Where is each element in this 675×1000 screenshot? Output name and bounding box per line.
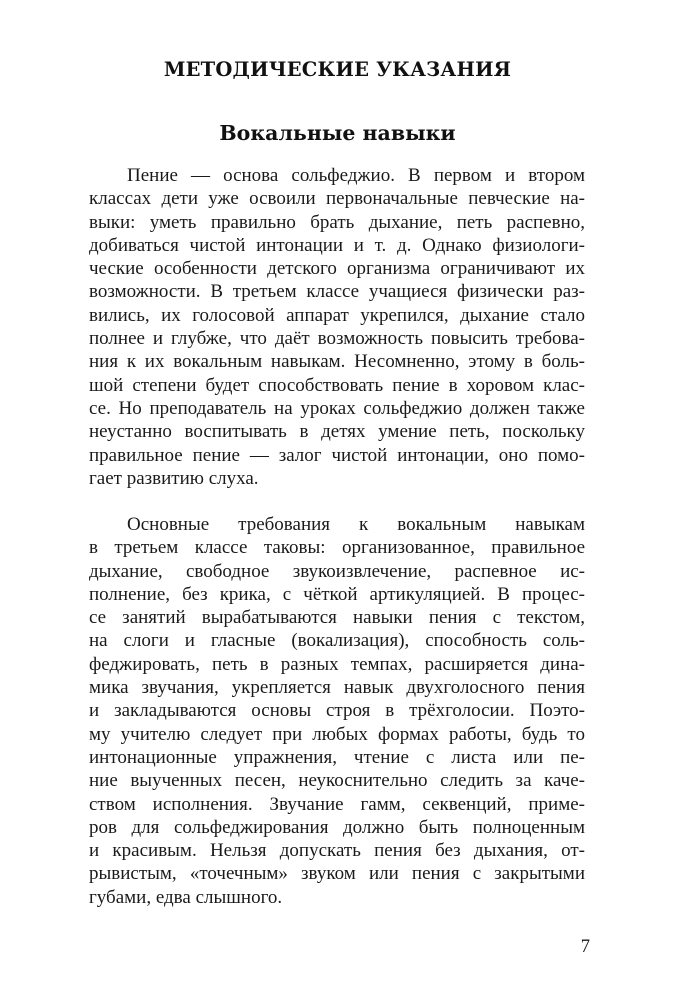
paragraph-1 — [89, 164, 585, 490]
text-line: полнение, без крика, с чёткой артикуляцией. В процес- — [89, 583, 585, 605]
text-line: в третьем классе таковы: организованное, правильное — [89, 537, 585, 559]
text-line: интонационные упражнения, чтение с листа или пе- — [89, 746, 585, 768]
text-line: добиваться чистой интонации и т. д. Однако физиологи- — [89, 234, 585, 256]
text-line: Основные требования к вокальным навыкам — [127, 514, 585, 535]
text-line: се. Но преподаватель на уроках сольфеджио должен также — [89, 397, 585, 419]
text-line: неустанно воспитывать в детях умение петь, поскольку — [89, 421, 585, 443]
text-line: классах дети уже освоили первоначальные певческие на- — [89, 188, 585, 210]
page-number: 7 — [580, 937, 590, 957]
text-line: ческие особенности детского организма ограничивают их — [89, 258, 585, 280]
text-line: мика звучания, укрепляется навык двухголосного пения — [89, 677, 585, 699]
text-line: и закладываются основы строя в трёхголосии. Поэто- — [89, 700, 585, 722]
section-heading: Вокальные навыки — [219, 121, 456, 145]
page-title: МЕТОДИЧЕСКИЕ УКАЗАНИЯ — [163, 58, 512, 81]
text-line: рывистым, «точечным» звуком или пения с закрытыми — [89, 863, 585, 885]
text-line: ния к их вокальным навыкам. Несомненно, этому в боль- — [89, 351, 585, 373]
text-line: се занятий вырабатываются навыки пения с текстом, — [89, 607, 585, 629]
text-line: ние выученных песен, неукоснительно следить за каче- — [89, 770, 585, 792]
text-line: ством исполнения. Звучание гамм, секвенций, приме- — [89, 793, 585, 815]
text-line: правильное пение — залог чистой интонации, оно помо- — [89, 444, 585, 466]
text-line: му учителю следует при любых формах работы, будь то — [89, 723, 585, 745]
text-line: вились, их голосовой аппарат укрепился, дыхание стало — [89, 304, 585, 326]
text-line: шой степени будет способствовать пение в хоровом клас- — [89, 374, 585, 396]
text-line: губами, едва слышного. — [89, 886, 283, 908]
text-line: дыхание, свободное звукоизвлечение, распевное ис- — [89, 560, 585, 582]
text-line: гает развитию слуха. — [89, 467, 259, 489]
paragraph-2 — [89, 513, 585, 909]
text-line: полнее и глубже, что даёт возможность повысить требова- — [89, 328, 585, 350]
text-line: на слоги и гласные (вокализация), способность соль- — [89, 630, 585, 652]
text-line: ров для сольфеджирования должно быть полноценным — [89, 816, 585, 838]
text-line: выки: уметь правильно брать дыхание, петь распевно, — [89, 211, 585, 233]
text-line: и красивым. Нельзя допускать пения без дыхания, от- — [89, 840, 585, 862]
text-line: феджировать, петь в разных темпах, расширяется дина- — [89, 653, 585, 675]
text-line: Пение — основа сольфеджио. В первом и втором — [127, 165, 585, 186]
text-line: возможности. В третьем классе учащиеся физически раз- — [89, 281, 585, 303]
